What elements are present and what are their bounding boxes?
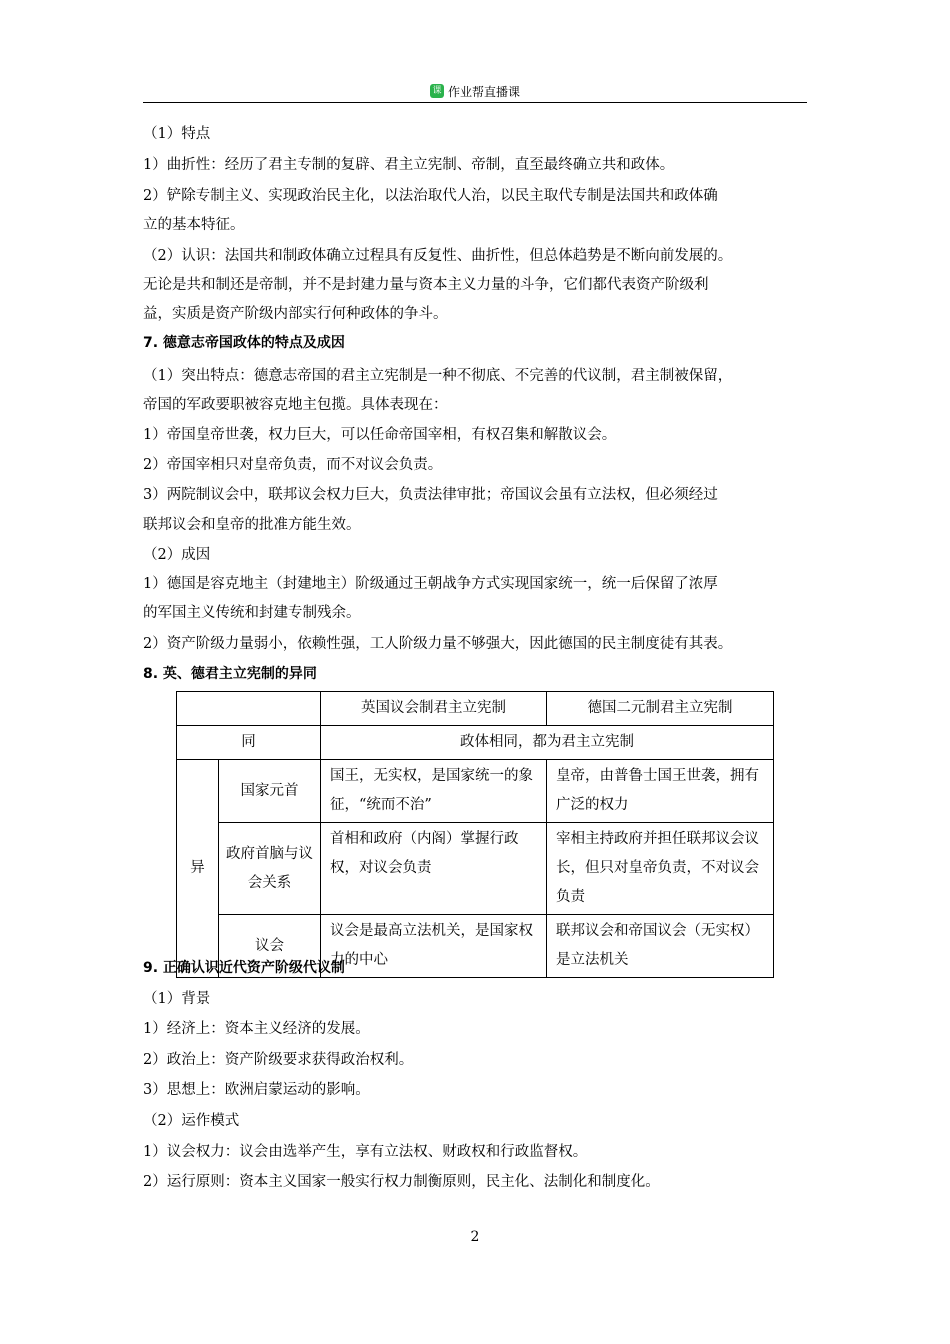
paragraph-line: （1）背景: [143, 991, 211, 1007]
paragraph-line: （2）运作模式: [143, 1113, 240, 1129]
britain-cell: 首相和政府（内阁）掌握行政权，对议会负责: [321, 823, 547, 915]
header-title: 作业帮直播课: [447, 84, 520, 99]
paragraph-line: 联邦议会和皇帝的批准方能生效。: [143, 517, 361, 533]
aspect-cell: 政府首脑与议会关系: [219, 823, 321, 915]
section-heading: 9. 正确认识近代资产阶级代议制: [143, 960, 345, 976]
paragraph-line: 2）政治上：资产阶级要求获得政治权利。: [143, 1052, 414, 1068]
paragraph-line: 1）德国是容克地主（封建地主）阶级通过王朝战争方式实现国家统一，统一后保留了浓厚: [143, 576, 718, 592]
logo-icon: 课: [430, 84, 444, 98]
col-header-germany: 德国二元制君主立宪制: [547, 692, 774, 726]
comparison-table: [176, 691, 774, 978]
paragraph-line: （1）突出特点：德意志帝国的君主立宪制是一种不彻底、不完善的代议制，君主制被保留，: [143, 368, 733, 384]
paragraph-line: 2）资产阶级力量弱小，依赖性强，工人阶级力量不够强大，因此德国的民主制度徒有其表。: [143, 636, 733, 652]
paragraph-line: 2）运行原则：资本主义国家一般实行权力制衡原则，民主化、法制化和制度化。: [143, 1174, 660, 1190]
germany-cell: 宰相主持政府并担任联邦议会议长，但只对皇帝负责，不对议会负责: [547, 823, 774, 915]
paragraph-line: 3）思想上：欧洲启蒙运动的影响。: [143, 1082, 370, 1098]
section-heading: 8. 英、德君主立宪制的异同: [143, 666, 317, 682]
table-corner-cell: [177, 692, 321, 726]
germany-cell: 联邦议会和帝国议会（无实权）是立法机关: [547, 915, 774, 978]
table-row: [177, 823, 774, 915]
britain-cell: 国王，无实权，是国家统一的象征，“统而不治”: [321, 760, 547, 823]
germany-cell: 皇帝，由普鲁士国王世袭，拥有广泛的权力: [547, 760, 774, 823]
section-heading: 7. 德意志帝国政体的特点及成因: [143, 335, 345, 351]
paragraph-line: （1）特点: [143, 126, 211, 142]
paragraph-line: 2）帝国宰相只对皇帝负责，而不对议会负责。: [143, 457, 443, 473]
paragraph-line: 的军国主义传统和封建专制残余。: [143, 605, 361, 621]
paragraph-line: 1）曲折性：经历了君主专制的复辟、君主立宪制、帝制，直至最终确立共和政体。: [143, 157, 675, 173]
table-row: [177, 760, 774, 823]
paragraph-line: 帝国的军政要职被容克地主包揽。具体表现在：: [143, 397, 448, 413]
paragraph-line: 3）两院制议会中，联邦议会权力巨大，负责法律审批；帝国议会虽有立法权，但必须经过: [143, 487, 718, 503]
paragraph-line: 2）铲除专制主义、实现政治民主化，以法治取代人治，以民主取代专制是法国共和政体确: [143, 188, 718, 204]
col-header-britain: 英国议会制君主立宪制: [321, 692, 547, 726]
paragraph-line: （2）成因: [143, 547, 211, 563]
diff-label: 异: [177, 760, 219, 978]
page-number: 2: [470, 1229, 480, 1245]
paragraph-line: （2）认识：法国共和制政体确立过程具有反复性、曲折性，但总体趋势是不断向前发展的。: [143, 248, 733, 264]
paragraph-line: 益，实质是资产阶级内部实行何种政体的争斗。: [143, 306, 448, 322]
aspect-cell: 议会: [219, 915, 321, 978]
paragraph-line: 1）帝国皇帝世袭，权力巨大，可以任命帝国宰相，有权召集和解散议会。: [143, 427, 617, 443]
britain-cell: 议会是最高立法机关，是国家权力的中心: [321, 915, 547, 978]
paragraph-line: 无论是共和制还是帝制，并不是封建力量与资本主义力量的斗争，它们都代表资产阶级利: [143, 277, 709, 293]
page-header: [143, 80, 807, 103]
paragraph-line: 1）经济上：资本主义经济的发展。: [143, 1021, 370, 1037]
paragraph-line: 立的基本特征。: [143, 217, 245, 233]
table-row-same: [177, 726, 774, 760]
paragraph-line: 1）议会权力：议会由选举产生，享有立法权、财政权和行政监督权。: [143, 1144, 588, 1160]
same-value: 政体相同，都为君主立宪制: [321, 726, 774, 760]
table-header-row: [177, 692, 774, 726]
same-label: 同: [177, 726, 321, 760]
aspect-cell: 国家元首: [219, 760, 321, 823]
